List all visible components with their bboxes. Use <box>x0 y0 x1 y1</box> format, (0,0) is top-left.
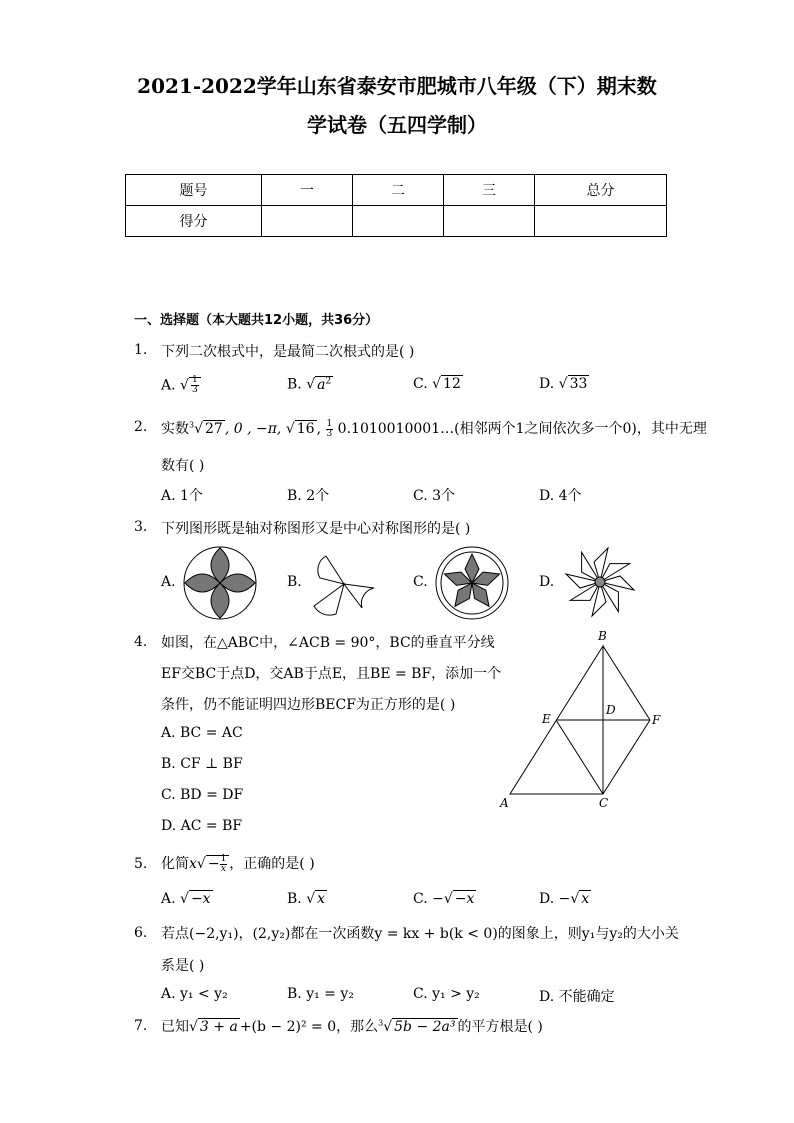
radicand: 12 <box>443 376 461 392</box>
q6-option-d: D. 不能确定 <box>539 989 615 1005</box>
minus-sign: − <box>558 891 571 907</box>
text-prefix: 已知 <box>161 1019 189 1035</box>
q2-option-d: D. 4个 <box>539 488 582 504</box>
vertex-label-f: F <box>652 713 661 727</box>
number-list: , 0 , −π, <box>224 421 286 437</box>
root-index: 3 <box>378 1018 384 1028</box>
question-6-line-2: 系是( ) <box>161 958 205 974</box>
question-number: 6. <box>134 925 148 941</box>
text-prefix: 化简 <box>161 856 189 872</box>
option-label: B. <box>287 891 302 907</box>
vertex-label-d: D <box>606 703 616 717</box>
radicand: −x <box>190 891 211 907</box>
frac-den: x <box>220 863 226 874</box>
question-number: 5. <box>134 856 148 872</box>
q2-option-a: A. 1个 <box>161 488 203 504</box>
score-cell <box>262 206 353 237</box>
q5-option-d: D. −√ x <box>539 891 590 907</box>
q3-label-b: B. <box>287 574 302 590</box>
q5-option-b: B. √ x <box>287 891 326 907</box>
question-4-line-2: EF交BC于点D，交AB于点E，且BE = BF，添加一个 <box>161 666 502 682</box>
score-table-header-row <box>126 175 667 206</box>
q6-option-c: C. y₁ > y₂ <box>413 986 480 1002</box>
q2-option-c: C. 3个 <box>413 488 456 504</box>
vertex-label-b: B <box>598 629 607 643</box>
q6-option-b: B. y₁ = y₂ <box>287 986 354 1002</box>
frac-den: 3 <box>191 385 198 395</box>
radicand: −x <box>454 891 475 907</box>
exam-title-line-1: 2021-2022学年山东省泰安市肥城市八年级（下）期末数 <box>137 74 657 98</box>
q4-option-c: C. BD = DF <box>161 787 244 803</box>
header-cell: 总分 <box>535 175 667 206</box>
question-5-text: 化简x√ − $\frac{1}{x}$ ，正确的是( ) <box>161 853 315 874</box>
text-tail: 的平方根是( ) <box>457 1019 543 1035</box>
section-heading: 一、选择题（本大题共12小题，共36分） <box>134 313 379 328</box>
header-cell: 二 <box>353 175 444 206</box>
q5-option-c: C. −√ −x <box>413 891 475 907</box>
radicand: x <box>317 891 326 907</box>
q1-option-c: C. √ 12 <box>413 376 461 392</box>
question-6-line-1: 若点(−2,y₁)，(2,y₂)都在一次函数y = kx + b(k < 0)的图象上，则y₁与y₂的大小关 <box>161 926 679 942</box>
root-index: 3 <box>189 420 195 430</box>
frac-num: 1 <box>191 375 198 385</box>
separator: , <box>316 421 326 437</box>
question-2-text: 实数$^3$√ 27 , 0 , −π, √ 16 , $\frac{1}{3}$ 0.1010010001…(相邻两个1之间依次多一个0)，其中无理 <box>161 418 707 439</box>
q4-option-a: A. BC = AC <box>161 725 243 741</box>
text-middle: +(b − 2)² = 0，那么 <box>239 1019 379 1035</box>
radicand: 33 <box>569 376 588 392</box>
q1-option-d: D. √ 33 <box>539 376 588 392</box>
q3-label-a: A. <box>161 574 176 590</box>
q5-option-a: A. √ −x <box>161 891 211 907</box>
question-number: 3. <box>134 519 148 535</box>
question-4-line-3: 条件，仍不能证明四边形BECF为正方形的是( ) <box>161 697 456 713</box>
minus-sign: − <box>432 891 444 907</box>
score-table <box>125 174 667 237</box>
frac-num: 1 <box>326 418 333 429</box>
header-cell: 三 <box>444 175 535 206</box>
score-cell <box>353 206 444 237</box>
score-cell <box>444 206 535 237</box>
radicand: x <box>581 891 590 907</box>
radicand: 27 <box>205 421 223 437</box>
figure-b-three-blade-shape <box>306 548 378 618</box>
vertex-label-a: A <box>500 796 509 810</box>
option-label: C. <box>413 891 428 907</box>
text-prefix: 实数 <box>161 421 189 437</box>
vertex-label-c: C <box>599 796 609 810</box>
question-number: 2. <box>134 419 148 435</box>
q1-option-a: A. √ $\frac{1}{3}$ <box>161 376 201 395</box>
question-2-text-line-2: 数有( ) <box>161 458 205 474</box>
figure-d-pinwheel <box>560 544 640 620</box>
q2-option-b: B. 2个 <box>287 488 330 504</box>
text-tail: 0.1010010001…(相邻两个1之间依次多一个0)，其中无理 <box>333 421 707 437</box>
question-4-line-1: 如图，在△ABC中，∠ACB = 90°，BC的垂直平分线 <box>161 635 495 651</box>
option-label: A. <box>161 891 176 907</box>
option-label: B. <box>287 376 302 393</box>
radicand: 3 + a <box>199 1019 238 1035</box>
question-number: 7. <box>134 1018 148 1034</box>
option-label: D. <box>539 891 555 907</box>
option-label: D. <box>539 376 555 392</box>
figure-c-five-rhombus-star <box>433 545 511 621</box>
minus-sign: − <box>207 856 220 872</box>
figure-a-four-petal-flower <box>180 544 260 622</box>
figure-triangle-abc <box>496 626 666 816</box>
radicand: 16 <box>296 421 315 437</box>
score-cell <box>535 206 667 237</box>
q3-label-c: C. <box>413 574 428 590</box>
variable-x: x <box>189 856 197 872</box>
text-tail: ，正确的是( ) <box>229 856 315 872</box>
option-label: C. <box>413 376 428 392</box>
q4-option-d: D. AC = BF <box>161 818 243 834</box>
radicand: a <box>317 376 326 393</box>
question-number: 4. <box>134 634 148 650</box>
question-7-text: 已知√ 3 + a +(b − 2)² = 0，那么$^3$√ 5b − 2a³ 的平方根是( ) <box>161 1018 543 1035</box>
score-table-score-row <box>126 206 667 237</box>
vertex-label-e: E <box>542 712 551 726</box>
frac-num: 1 <box>220 853 227 864</box>
header-cell: 题号 <box>126 175 262 206</box>
q6-option-a: A. y₁ < y₂ <box>161 986 228 1002</box>
frac-den: 3 <box>326 428 333 439</box>
q4-option-b: B. CF ⊥ BF <box>161 756 243 772</box>
question-3-text: 下列图形既是轴对称图形又是中心对称图形的是( ) <box>161 521 471 537</box>
option-label: A. <box>161 377 176 394</box>
header-cell: 一 <box>262 175 353 206</box>
score-row-label: 得分 <box>126 206 262 237</box>
exam-title-line-2: 学试卷（五四学制） <box>307 113 487 137</box>
question-1-text: 下列二次根式中，是最简二次根式的是( ) <box>161 344 415 360</box>
exponent: 2 <box>325 376 332 386</box>
q1-option-b: B. √ $a^2$ <box>287 376 332 393</box>
radicand: 5b − 2a³ <box>394 1019 456 1035</box>
q3-label-d: D. <box>539 574 555 590</box>
question-number: 1. <box>134 342 148 358</box>
